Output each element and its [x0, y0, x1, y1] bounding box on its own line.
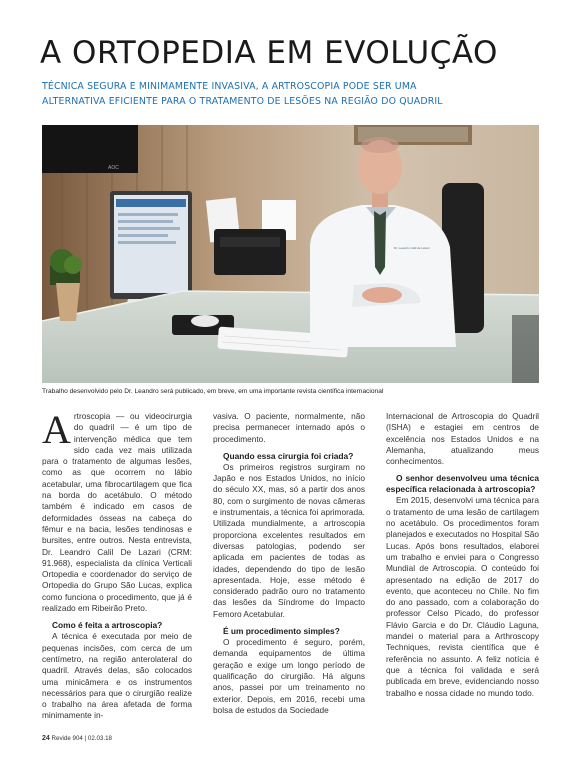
answer-paragraph: Internacional de Artroscopia do Quadril (ISHA) e estagiei em centros de excelência nos Estados Unidos e na Alemanha, atualizando meus conhecimentos. — [386, 411, 539, 467]
article-column-1 — [42, 407, 192, 722]
svg-text:AOC: AOC — [108, 165, 119, 171]
intro-text: rtroscopia — ou videocirurgia do quadril — é um tipo de intervenção médica que tem sido cada vez mais utilizada para o tratamento de algumas lesões, como as que ocorrem no lábio acetabular, uma fibrocartilagem que fica na borda do acetábulo. O método também é indicado em casos de deformidades ósseas na cabeça do fêmur e na bacia, lesões tendinosas e bursites, entre outros. Nesta entrevista, Dr. Leandro Calil De Lazari (CRM: 91.968), especialista da clínica Verticali Ortopedia e coordenador do serviço de Ortopedia do Grupo São Lucas, explica como funciona o procedimento, que já é realizado em Ribeirão Preto. — [42, 411, 192, 614]
issue-info: Revide 904 | 02.03.18 — [51, 735, 112, 742]
question-heading: Quando essa cirurgia foi criada? — [223, 450, 354, 461]
answer-paragraph: Os primeiros registros surgiram no Japão e nos Estados Unidos, no início do século XX, mas, só a partir dos anos 80, com o surgimento de novas câmeras e instrumentais, a técnica foi aprimorada. Utilizada mundialmente, a artroscopia proporciona excelentes resultados em diversas patologias, podendo ser aplicada em pacientes de todas as idades, dependendo do tipo de lesão apresentada. Hoje, esse método é considerado padrão ouro no tratamento das lesões da Síndrome do Impacto Femoro Acetabular. — [213, 461, 365, 619]
office-photo-illustration — [42, 125, 539, 383]
subtitle-line-1: TÉCNICA SEGURA E MINIMAMENTE INVASIVA, A ARTROSCOPIA PODE SER UMA — [42, 81, 417, 92]
answer-paragraph: A técnica é executada por meio de pequenas incisões, com cerca de um centímetro, na região anterolateral do quadril. Através delas, são colocados uma minicâmera e os instrumentos necessários para que o cirurgião realize o trabalho na área afetada de forma minimamente in- — [42, 631, 192, 721]
question-heading: O senhor desenvolveu uma técnica específica relacionada à artroscopia? — [386, 473, 539, 495]
answer-paragraph: O procedimento é seguro, porém, demanda equipamentos de última geração e exige um longo período de qualificação do cirurgião. Há alguns anos, passei por um treinamento no exterior. Depois, em 2016, recebi uma bolsa de estudos da Sociedade — [213, 637, 365, 715]
answer-paragraph: vasiva. O paciente, normalmente, não precisa permanecer internado após o procedimento. — [213, 411, 365, 444]
drop-cap: A — [42, 407, 71, 452]
question-heading: É um procedimento simples? — [223, 626, 340, 637]
article-photo — [42, 125, 539, 383]
photo-caption: Trabalho desenvolvido pelo Dr. Leandro será publicado, em breve, em uma importante revista científica internacional — [42, 388, 384, 395]
page-footer — [42, 735, 112, 742]
answer-paragraph: Em 2015, desenvolvi uma técnica para o tratamento de uma lesão de cartilagem no acetábulo. Os procedimentos foram planejados e executados no Hospital São Lucas. Após bons resultados, elaborei um trabalho e enviei para o Congresso Mundial de Artroscopia. O conteúdo foi apresentado na edição de 2017 do evento, que aconteceu no Chile. No fim do ano passado, com a colaboração do professor Celso Picado, do professor Flávio Garcia e do Dr. Cláudio Laguna, mandei o material para a Arthroscopy Techniques, revista científica que é referência no assunto. A feliz notícia é que a técnica foi validada e será publicada em breve, evidenciando nosso trabalho e nossa cidade no mundo todo. — [386, 495, 539, 698]
article-column-2 — [213, 411, 365, 716]
svg-text:Dr. Leandro Calil de Lazari: Dr. Leandro Calil de Lazari — [394, 246, 430, 250]
page-number: 24 — [42, 735, 50, 742]
article-subtitle — [42, 80, 547, 109]
article-title: A ORTOPEDIA EM EVOLUÇÃO — [40, 35, 498, 71]
subtitle-line-2: ALTERNATIVA EFICIENTE PARA O TRATAMENTO DE LESÕES NA REGIÃO DO QUADRIL — [42, 95, 443, 107]
intro-paragraph — [42, 407, 192, 614]
question-heading: Como é feita a artroscopia? — [52, 620, 163, 631]
article-column-3 — [386, 411, 539, 699]
